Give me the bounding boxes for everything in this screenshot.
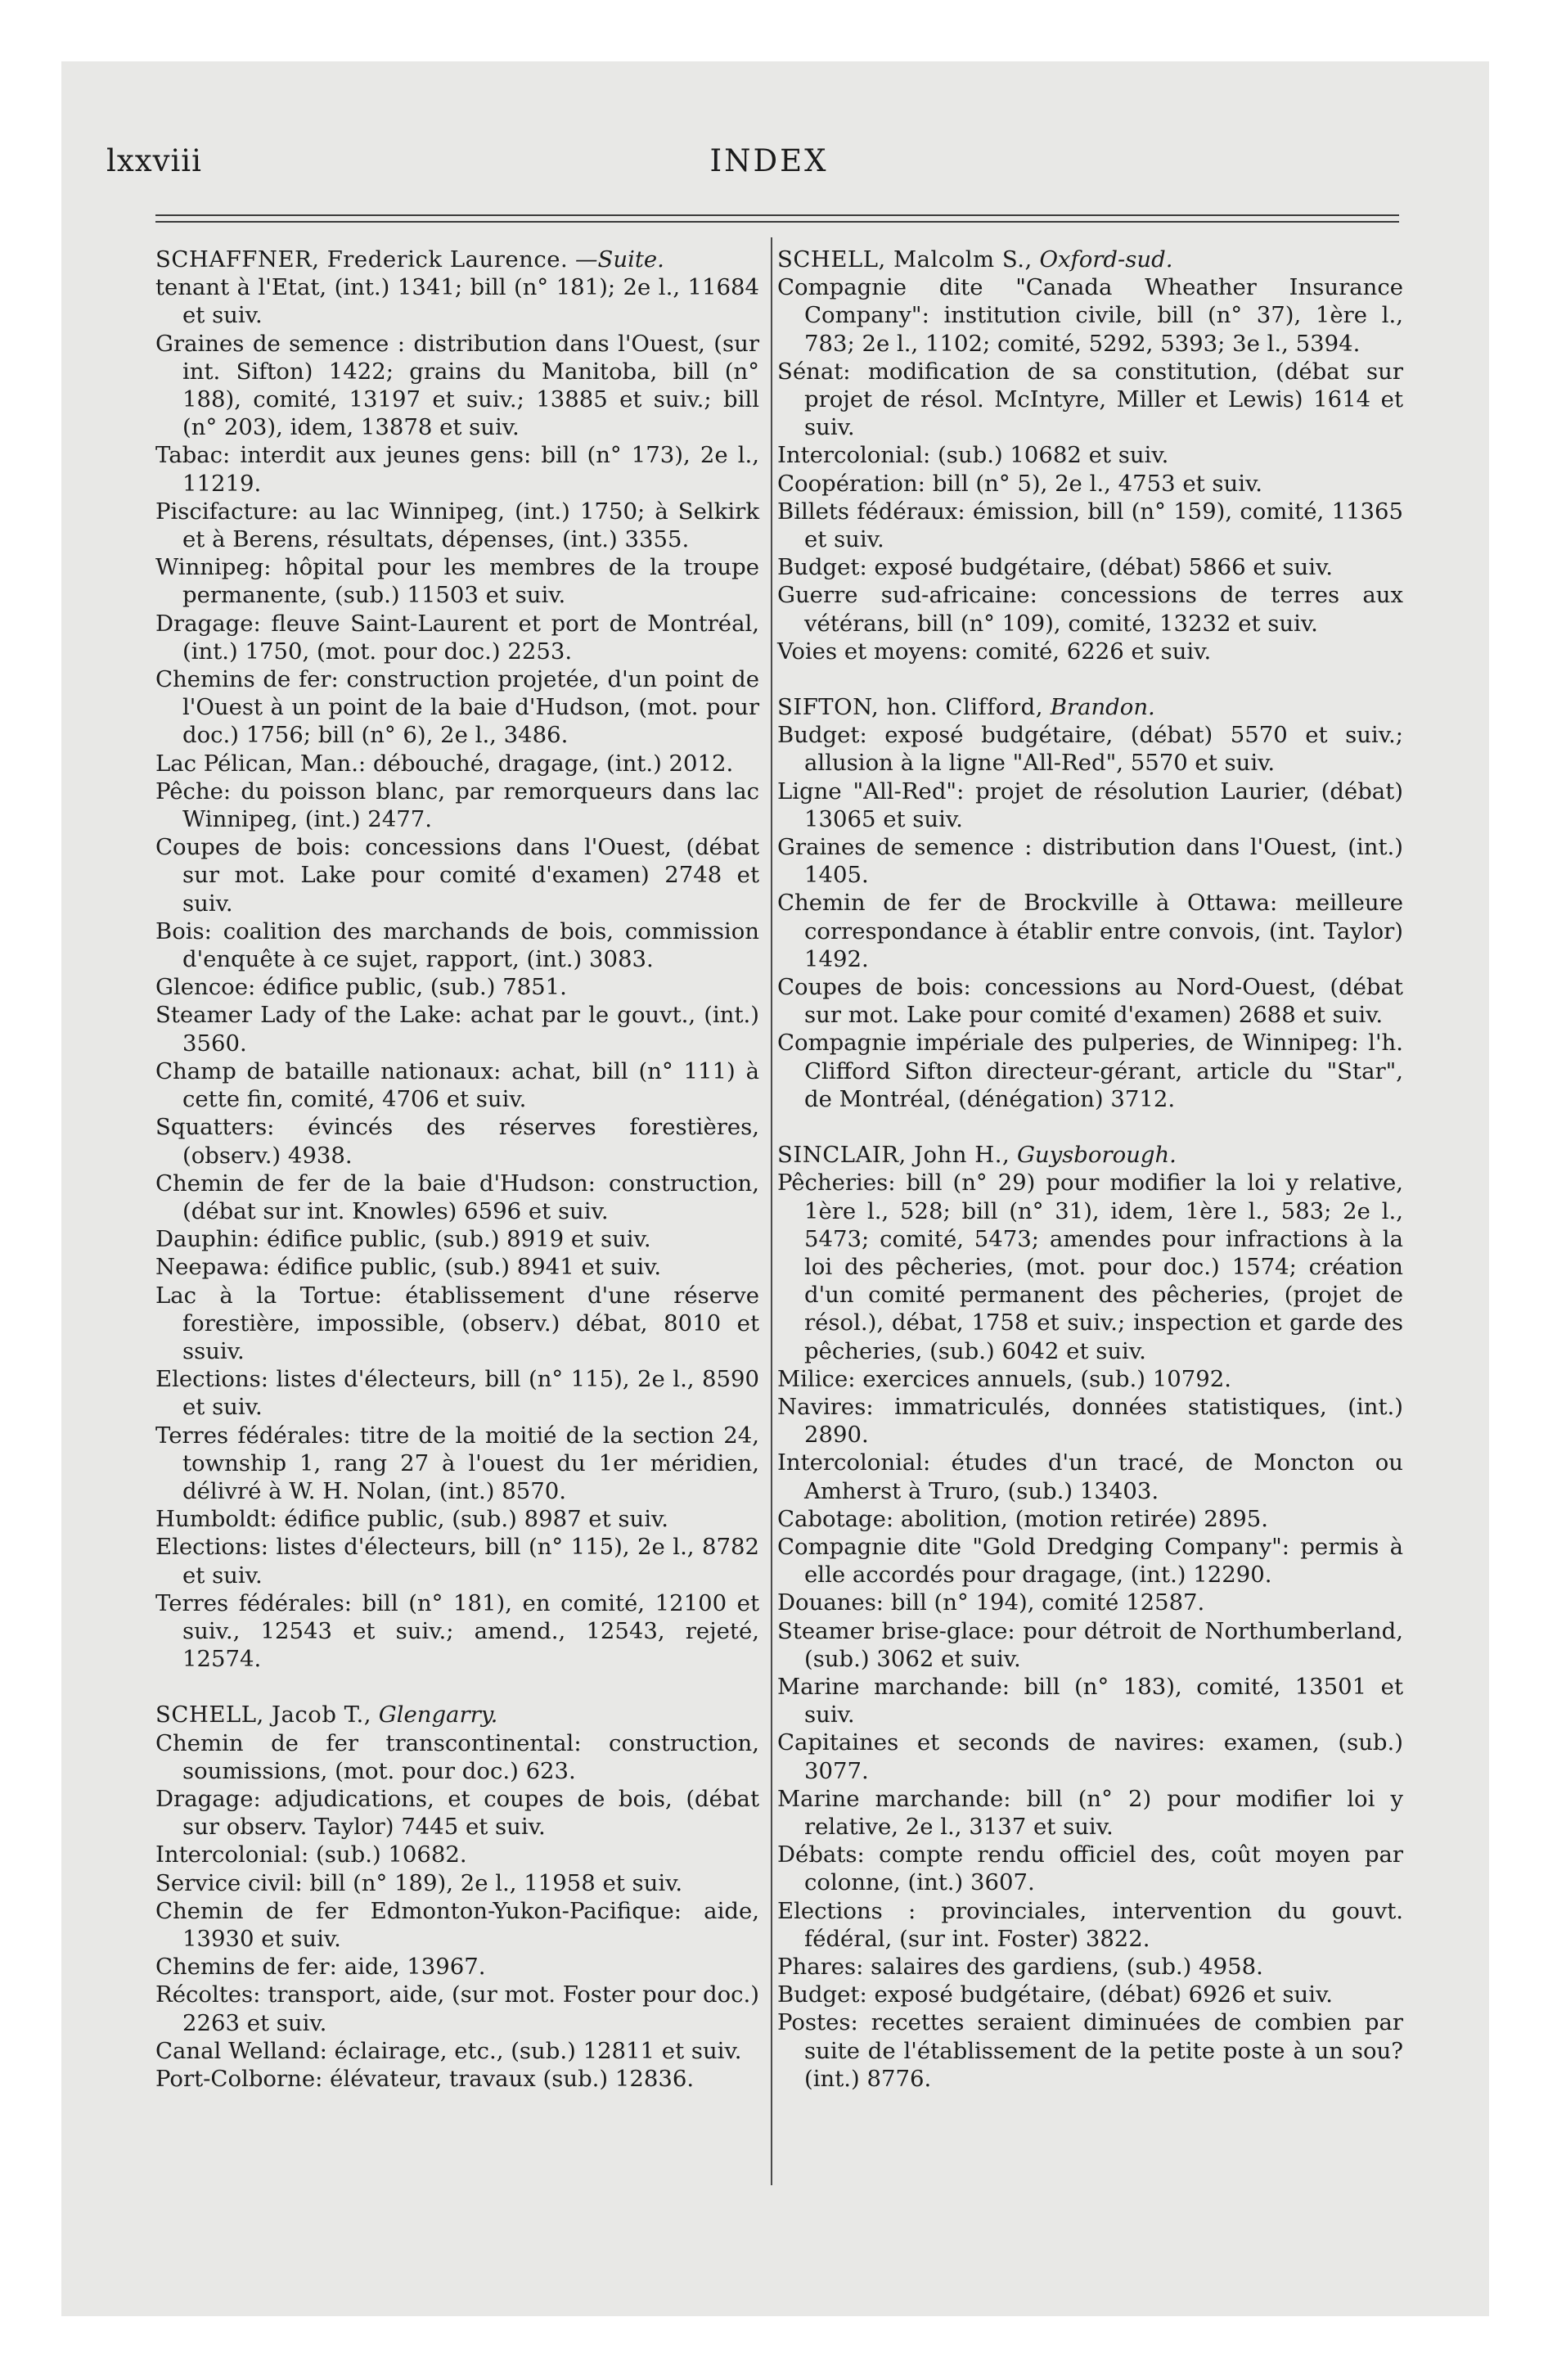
- index-subentry: Intercolonial: (sub.) 10682 et suiv.: [777, 442, 1169, 469]
- index-subentry: Marine marchande: bill (n° 2) pour modifier loi y relative, 2e l., 3137 et suiv.: [777, 1785, 1403, 1840]
- index-subentry: Elections: listes d'électeurs, bill (n° 115), 2e l., 8782 et suiv.: [155, 1534, 759, 1589]
- page-header: [106, 143, 1432, 184]
- index-subentry: Steamer Lady of the Lake: achat par le gouvt., (int.) 3560.: [155, 1002, 759, 1057]
- index-subentry: tenant à l'Etat, (int.) 1341; bill (n° 181); 2e l., 11684 et suiv.: [155, 274, 759, 329]
- riding-name: Oxford-sud.: [1039, 246, 1173, 273]
- index-subentry: Milice: exercices annuels, (sub.) 10792.: [777, 1365, 1231, 1392]
- index-subentry: Compagnie dite "Canada Wheather Insurance Company": institution civile, bill (n° 37), 1ère l., 783; 2e l., 1102; comité, 5292, 5393; 3e l., 5394.: [777, 274, 1403, 357]
- index-subentry: Humboldt: édifice public, (sub.) 8987 et suiv.: [155, 1506, 669, 1533]
- right-column: [777, 246, 1403, 2093]
- index-subentry: Sénat: modification de sa constitution, (débat sur projet de résol. McIntyre, Miller et Lewis) 1614 et suiv.: [777, 358, 1403, 441]
- index-subentry: Lac Pélican, Man.: débouché, dragage, (int.) 2012.: [155, 750, 734, 777]
- index-subentry: Dragage: fleuve Saint-Laurent et port de Montréal, (int.) 1750, (mot. pour doc.) 2253.: [155, 610, 759, 665]
- entry-heading: [155, 1701, 759, 1729]
- index-entry: [155, 246, 759, 1673]
- index-subentry: Squatters: évincés des réserves forestières, (observ.) 4938.: [155, 1114, 759, 1169]
- index-subentry: Guerre sud-africaine: concessions de terres aux vétérans, bill (n° 109), comité, 13232 et suiv.: [777, 582, 1403, 637]
- index-subentry: Champ de bataille nationaux: achat, bill (n° 111) à cette fin, comité, 4706 et suiv.: [155, 1057, 759, 1113]
- member-name: SCHAFFNER, Frederick Laurence.: [155, 246, 569, 273]
- index-subentry: Marine marchande: bill (n° 183), comité, 13501 et suiv.: [777, 1673, 1403, 1729]
- index-subentry: Pêcheries: bill (n° 29) pour modifier la loi y relative, 1ère l., 528; bill (n° 31), idem, 1ère l., 583; 2e l., 5473; comité, 5473; amendes pour infractions à la loi des pêcheries, (mot. pour doc.) 1574; création d'un comité permanent des pêcheries, (projet de résol.), débat, 1758 et suiv.; inspection et garde des pêcheries, (sub.) 6042 et suiv.: [777, 1170, 1403, 1364]
- index-subentry: Winnipeg: hôpital pour les membres de la troupe permanente, (sub.) 11503 et suiv.: [155, 554, 759, 609]
- page-number: lxxviii: [106, 143, 202, 178]
- index-subentry: Navires: immatriculés, données statistiques, (int.) 2890.: [777, 1393, 1403, 1449]
- index-subentry: Service civil: bill (n° 189), 2e l., 11958 et suiv.: [155, 1869, 683, 1896]
- index-subentry: Chemin de fer Edmonton-Yukon-Pacifique: aide, 13930 et suiv.: [155, 1897, 759, 1952]
- riding-name: Brandon.: [1050, 694, 1155, 721]
- index-subentry: Budget: exposé budgétaire, (débat) 5570 et suiv.; allusion à la ligne "All-Red", 5570 et suiv.: [777, 722, 1403, 777]
- member-name: SINCLAIR, John H.,: [777, 1142, 1010, 1169]
- index-subentry: Intercolonial: études d'un tracé, de Moncton ou Amherst à Truro, (sub.) 13403.: [777, 1449, 1403, 1504]
- index-subentry: Steamer brise-glace: pour détroit de Northumberland, (sub.) 3062 et suiv.: [777, 1617, 1403, 1672]
- index-subentry: Terres fédérales: titre de la moitié de la section 24, township 1, rang 27 à l'ouest du 1er méridien, délivré à W. H. Nolan, (int.) 8570.: [155, 1422, 759, 1504]
- index-subentry: Coupes de bois: concessions dans l'Ouest, (débat sur mot. Lake pour comité d'examen) 2748 et suiv.: [155, 834, 759, 917]
- index-subentry: Récoltes: transport, aide, (sur mot. Foster pour doc.) 2263 et suiv.: [155, 1981, 759, 2036]
- index-subentry: Intercolonial: (sub.) 10682.: [155, 1841, 467, 1868]
- index-subentry: Graines de semence : distribution dans l'Ouest, (int.) 1405.: [777, 834, 1403, 889]
- index-entry: [777, 693, 1403, 1113]
- index-subentry: Graines de semence : distribution dans l'Ouest, (sur int. Sifton) 1422; grains du Manitoba, bill (n° 188), comité, 13197 et suiv.; 13885 et suiv.; bill (n° 203), idem, 13878 et suiv.: [155, 330, 759, 441]
- index-subentry: Pêche: du poisson blanc, par remorqueurs dans lac Winnipeg, (int.) 2477.: [155, 778, 759, 833]
- index-subentry: Elections : provinciales, intervention du gouvt. fédéral, (sur int. Foster) 3822.: [777, 1897, 1403, 1952]
- index-subentry: Phares: salaires des gardiens, (sub.) 4958.: [777, 1953, 1263, 1980]
- left-column: [155, 246, 759, 2093]
- index-subentry: Tabac: interdit aux jeunes gens: bill (n° 173), 2e l., 11219.: [155, 442, 759, 497]
- member-name: SIFTON, hon. Clifford,: [777, 694, 1043, 721]
- index-subentry: Terres fédérales: bill (n° 181), en comité, 12100 et suiv., 12543 et suiv.; amend., 12543, rejeté, 12574.: [155, 1589, 759, 1673]
- index-subentry: Billets fédéraux: émission, bill (n° 159), comité, 11365 et suiv.: [777, 498, 1403, 553]
- riding-name: Glengarry.: [378, 1702, 498, 1729]
- index-subentry: Lac à la Tortue: établissement d'une réserve forestière, impossible, (observ.) débat, 8010 et ssuiv.: [155, 1282, 759, 1364]
- entry-heading: [777, 1141, 1403, 1169]
- index-subentry: Capitaines et seconds de navires: examen, (sub.) 3077.: [777, 1729, 1403, 1784]
- riding-name: —Suite.: [575, 246, 664, 273]
- index-subentry: Débats: compte rendu officiel des, coût moyen par colonne, (int.) 3607.: [777, 1841, 1403, 1896]
- page-title: INDEX: [709, 143, 829, 178]
- column-divider: [771, 237, 772, 2185]
- index-subentry: Chemin de fer de la baie d'Hudson: construction, (débat sur int. Knowles) 6596 et suiv.: [155, 1170, 759, 1224]
- index-subentry: Chemin de fer transcontinental: construction, soumissions, (mot. pour doc.) 623.: [155, 1729, 759, 1784]
- index-subentry: Voies et moyens: comité, 6226 et suiv.: [777, 638, 1212, 665]
- index-subentry: Budget: exposé budgétaire, (débat) 5866 et suiv.: [777, 554, 1334, 581]
- header-rule-bottom: [155, 221, 1399, 223]
- index-subentry: Chemin de fer de Brockville à Ottawa: meilleure correspondance à établir entre convois, (int. Taylor) 1492.: [777, 890, 1403, 972]
- index-subentry: Glencoe: édifice public, (sub.) 7851.: [155, 974, 567, 1001]
- index-subentry: Coopération: bill (n° 5), 2e l., 4753 et suiv.: [777, 470, 1263, 497]
- index-subentry: Postes: recettes seraient diminuées de combien par suite de l'établissement de la petite poste à un sou? (int.) 8776.: [777, 2009, 1403, 2092]
- index-subentry: Compagnie impériale des pulperies, de Winnipeg: l'h. Clifford Sifton directeur-gérant, article du "Star", de Montréal, (dénégation) 3712.: [777, 1030, 1403, 1112]
- member-name: SCHELL, Jacob T.,: [155, 1702, 371, 1729]
- index-subentry: Compagnie dite "Gold Dredging Company": permis à elle accordés pour dragage, (int.) 12290.: [777, 1533, 1403, 1589]
- index-subentry: Douanes: bill (n° 194), comité 12587.: [777, 1589, 1205, 1616]
- index-subentry: Dragage: adjudications, et coupes de bois, (débat sur observ. Taylor) 7445 et suiv.: [155, 1785, 759, 1841]
- entry-heading: [777, 693, 1403, 721]
- index-subentry: Port-Colborne: élévateur, travaux (sub.) 12836.: [155, 2066, 695, 2092]
- index-subentry: Elections: listes d'électeurs, bill (n° 115), 2e l., 8590 et suiv.: [155, 1366, 759, 1421]
- index-subentry: Piscifacture: au lac Winnipeg, (int.) 1750; à Selkirk et à Berens, résultats, dépenses, (int.) 3355.: [155, 498, 759, 553]
- member-name: SCHELL, Malcolm S.,: [777, 246, 1033, 273]
- index-subentry: Bois: coalition des marchands de bois, commission d'enquête à ce sujet, rapport, (int.) 3083.: [155, 917, 759, 973]
- index-subentry: Chemins de fer: construction projetée, d'un point de l'Ouest à un point de la baie d'Hudson, (mot. pour doc.) 1756; bill (n° 6), 2e l., 3486.: [155, 666, 759, 749]
- index-subentry: Ligne "All-Red": projet de résolution Laurier, (débat) 13065 et suiv.: [777, 778, 1403, 832]
- index-subentry: Chemins de fer: aide, 13967.: [155, 1954, 486, 1981]
- index-subentry: Cabotage: abolition, (motion retirée) 2895.: [777, 1505, 1269, 1532]
- entry-heading: [777, 246, 1403, 273]
- index-subentry: Coupes de bois: concessions au Nord-Ouest, (débat sur mot. Lake pour comité d'examen) 2688 et suiv.: [777, 974, 1403, 1029]
- header-rule-top: [155, 214, 1399, 216]
- index-entry: [777, 1141, 1403, 2093]
- entry-heading: [155, 246, 759, 273]
- index-subentry: Budget: exposé budgétaire, (débat) 6926 et suiv.: [777, 1981, 1334, 2008]
- index-entry: [777, 246, 1403, 665]
- index-entry: [155, 1701, 759, 2093]
- riding-name: Guysborough.: [1016, 1142, 1177, 1169]
- index-subentry: Dauphin: édifice public, (sub.) 8919 et suiv.: [155, 1226, 651, 1253]
- index-subentry: Canal Welland: éclairage, etc., (sub.) 12811 et suiv.: [155, 2037, 742, 2064]
- index-subentry: Neepawa: édifice public, (sub.) 8941 et suiv.: [155, 1254, 662, 1281]
